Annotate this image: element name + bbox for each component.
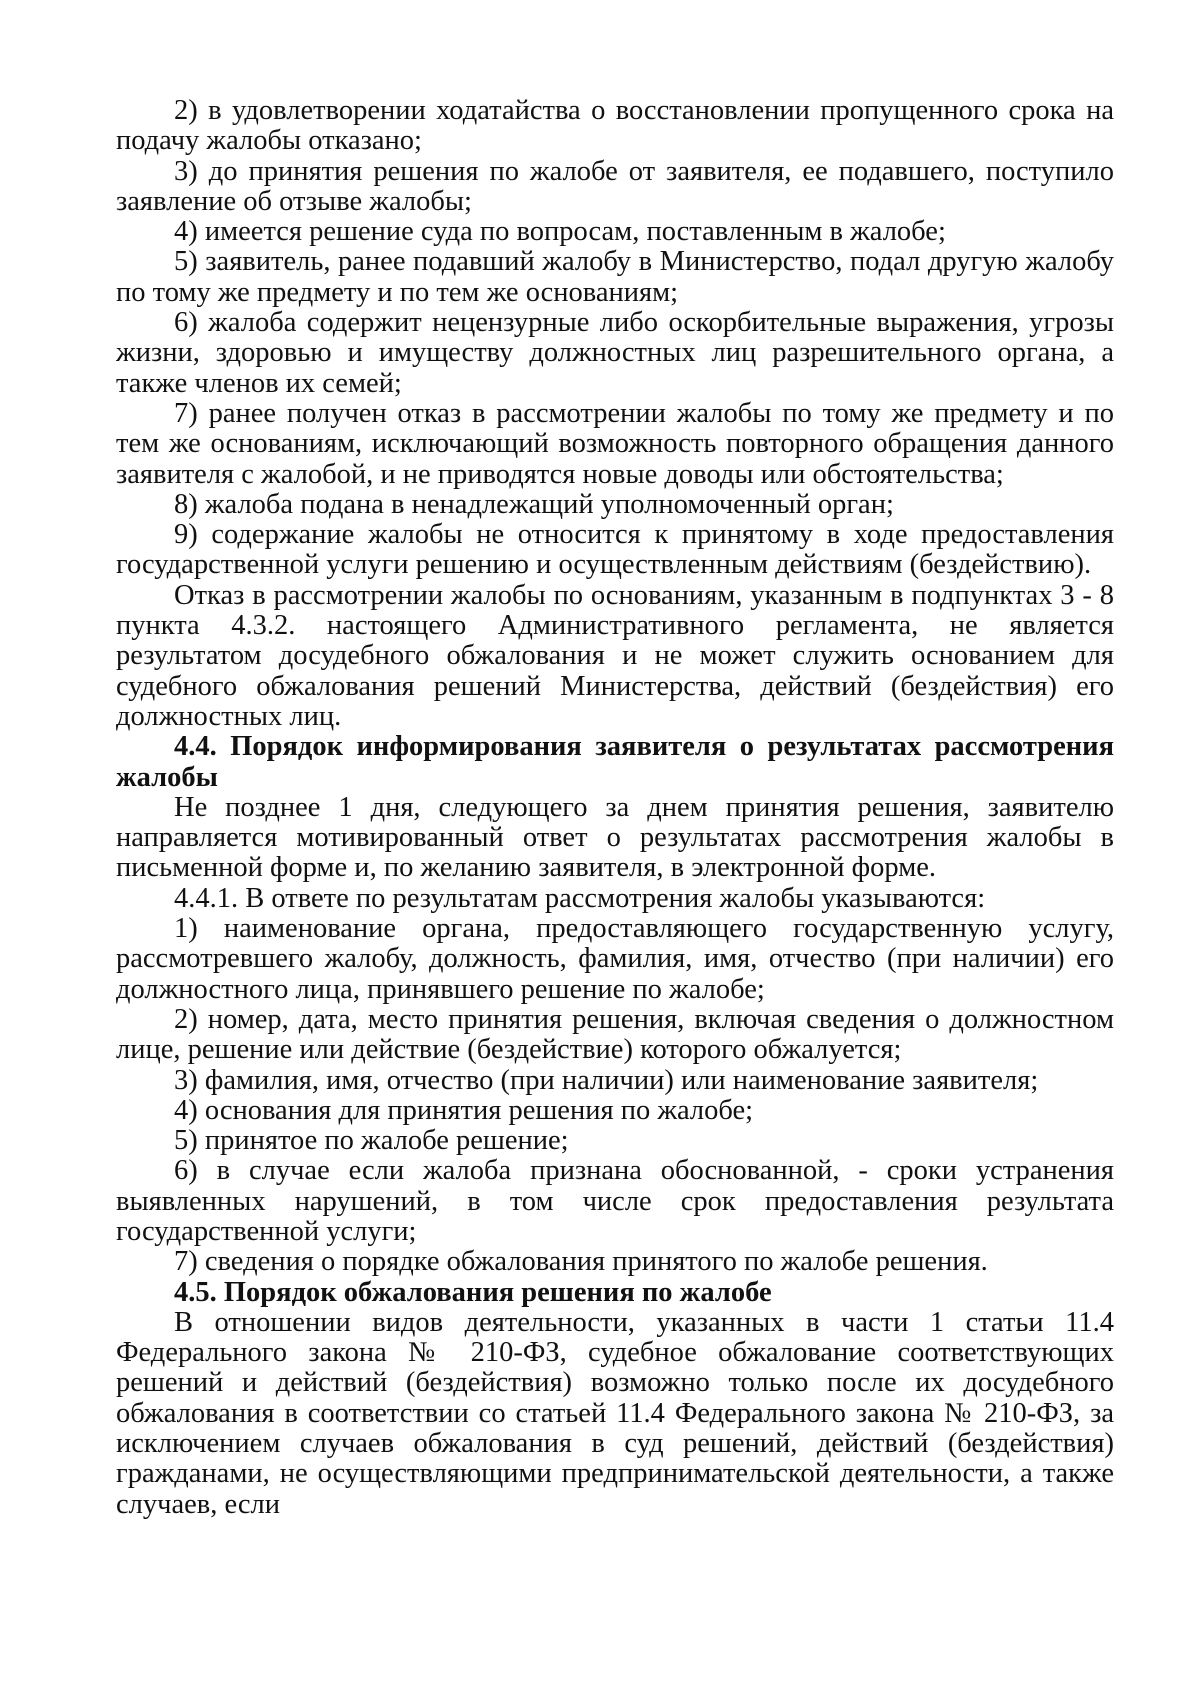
- list-item-5: 5) заявитель, ранее подавший жалобу в Министерство, подал другую жалобу по тому же предмету и по тем же основаниям;: [116, 246, 1114, 308]
- list-item-2: 2) в удовлетворении ходатайства о восстановлении пропущенного срока на подачу жалобы отказано;: [116, 95, 1114, 157]
- list-item-7: 7) ранее получен отказ в рассмотрении жалобы по тому же предмету и по тем же основаниям, исключающий возможность повторного обращения данного заявителя с жалобой, и не приводятся новые доводы или обстоятельства;: [116, 397, 1114, 490]
- answer-item-5: 5) принятое по жалобе решение;: [174, 1125, 569, 1157]
- answer-item-1: 1) наименование органа, предоставляющего государственную услугу, рассмотревшего жалобу, должность, фамилия, имя, отчество (при наличии) его должностного лица, принявшего решение по жалобе;: [116, 913, 1114, 1005]
- answer-item-6: 6) в случае если жалоба признана обоснованной, - сроки устранения выявленных нарушений, в том числе срок предоставления результата государственной услуги;: [116, 1155, 1114, 1247]
- list-item-8: 8) жалоба подана в ненадлежащий уполномоченный орган;: [174, 488, 894, 520]
- answer-item-7: 7) сведения о порядке обжалования принятого по жалобе решения.: [174, 1246, 988, 1278]
- answer-item-4: 4) основания для принятия решения по жалобе;: [174, 1094, 754, 1126]
- document-page: [116, 96, 1114, 1520]
- answer-item-3: 3) фамилия, имя, отчество (при наличии) или наименование заявителя;: [174, 1064, 1039, 1096]
- list-item-6: 6) жалоба содержит нецензурные либо оскорбительные выражения, угрозы жизни, здоровью и имуществу должностных лиц разрешительного органа, а также членов их семей;: [116, 307, 1114, 399]
- answer-item-2: 2) номер, дата, место принятия решения, включая сведения о должностном лице, решение или действие (бездействие) которого обжалуется;: [116, 1003, 1114, 1066]
- section-heading-4-5: 4.5. Порядок обжалования решения по жалобе: [174, 1276, 772, 1308]
- appeal-paragraph: В отношении видов деятельности, указанных в части 1 статьи 11.4 Федерального закона № 210-ФЗ, судебное обжалование соответствующих решений и действий (бездействия) возможно только после их досудебного обжалования в соответствии со статьей 11.4 Федерального закона № 210-ФЗ, за исключением случаев обжалования в суд решений, действий (бездействия) гражданами, не осуществляющими предпринимательской деятельности, а также случаев, если: [116, 1306, 1114, 1520]
- list-item-4: 4) имеется решение суда по вопросам, поставленным в жалобе;: [174, 216, 946, 248]
- refusal-paragraph: Отказ в рассмотрении жалобы по основаниям, указанным в подпунктах 3 - 8 пункта 4.3.2. настоящего Административного регламента, не является результатом досудебного обжалования и не может служить основанием для судебного обжалования решений Министерства, действий (бездействия) его должностных лиц.: [116, 579, 1114, 732]
- section-heading-4-4: 4.4. Порядок информирования заявителя о результатах рассмотрения жалобы: [116, 731, 1114, 793]
- list-item-9: 9) содержание жалобы не относится к принятому в ходе предоставления государственной услуги решению и осуществленным действиям (бездействию).: [116, 519, 1114, 581]
- list-item-3: 3) до принятия решения по жалобе от заявителя, ее подавшего, поступило заявление об отзыве жалобы;: [116, 155, 1114, 217]
- notification-paragraph: Не позднее 1 дня, следующего за днем принятия решения, заявителю направляется мотивированный ответ о результатах рассмотрения жалобы в письменной форме и, по желанию заявителя, в электронной форме.: [116, 791, 1114, 884]
- subsection-4-4-1: 4.4.1. В ответе по результатам рассмотрения жалобы указываются:: [174, 882, 986, 914]
